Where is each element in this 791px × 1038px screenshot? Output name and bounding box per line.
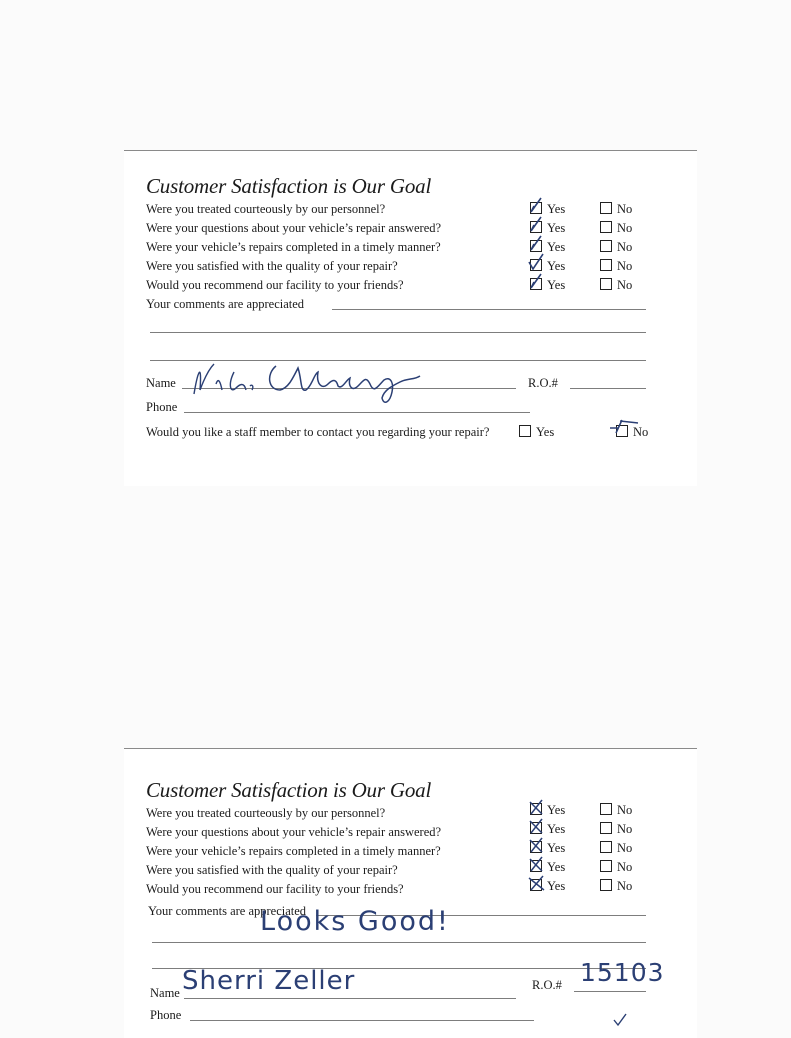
no-option-answered[interactable]	[600, 221, 632, 236]
contact-yes-label: Yes	[536, 425, 555, 439]
phone-label: Phone	[146, 400, 178, 414]
yes-checkbox[interactable]	[530, 240, 542, 252]
comments-line[interactable]	[332, 309, 646, 310]
no-label: No	[617, 278, 633, 292]
yes-label: Yes	[547, 841, 566, 855]
no-label: No	[617, 879, 633, 893]
yes-option-quality[interactable]	[530, 259, 565, 274]
no-checkbox[interactable]	[600, 822, 612, 834]
x-mark-icon	[528, 874, 548, 894]
name-handwriting: Sherri Zeller	[182, 966, 356, 996]
no-option-quality[interactable]	[600, 860, 632, 875]
checkmark-icon	[528, 216, 544, 234]
checkmark-icon	[612, 1014, 632, 1026]
no-checkbox[interactable]	[600, 879, 612, 891]
comments-label: Your comments are appreciated	[148, 904, 307, 918]
yes-option-quality[interactable]	[530, 860, 565, 875]
no-checkbox[interactable]	[600, 240, 612, 252]
contact-yes-option[interactable]	[519, 425, 554, 440]
no-label: No	[617, 841, 633, 855]
no-label: No	[617, 240, 633, 254]
comments-handwriting: Looks Good!	[260, 906, 450, 937]
yes-label: Yes	[547, 202, 566, 216]
no-label: No	[617, 221, 633, 235]
yes-checkbox[interactable]	[530, 822, 542, 834]
no-option-recommend[interactable]	[600, 879, 632, 894]
question-recommend: Would you recommend our facility to your friends?	[146, 882, 404, 896]
yes-option-answered[interactable]	[530, 822, 565, 837]
question-timely: Were your vehicle’s repairs completed in a timely manner?	[146, 844, 441, 858]
contact-question: Would you like a staff member to contact you regarding your repair?	[146, 425, 490, 439]
yes-checkbox[interactable]	[530, 278, 542, 290]
yes-option-courteous[interactable]	[530, 202, 565, 217]
yes-label: Yes	[547, 822, 566, 836]
question-recommend: Would you recommend our facility to your friends?	[146, 278, 404, 292]
yes-checkbox[interactable]	[530, 841, 542, 853]
no-checkbox[interactable]	[600, 259, 612, 271]
phone-line[interactable]	[190, 1020, 534, 1021]
yes-label: Yes	[547, 860, 566, 874]
yes-label: Yes	[547, 259, 566, 273]
comments-line[interactable]	[150, 332, 646, 333]
question-courteous: Were you treated courteously by our personnel?	[146, 806, 386, 820]
card-top-border	[124, 748, 697, 749]
question-quality: Were you satisfied with the quality of your repair?	[146, 259, 398, 273]
checkmark-icon	[614, 420, 640, 436]
yes-label: Yes	[547, 278, 566, 292]
ro-line[interactable]	[570, 388, 646, 389]
contact-no-checkbox[interactable]	[616, 425, 628, 437]
question-timely: Were your vehicle’s repairs completed in a timely manner?	[146, 240, 441, 254]
name-line[interactable]	[184, 998, 516, 999]
yes-option-recommend[interactable]	[530, 879, 565, 894]
ro-handwriting: 15103	[580, 958, 665, 987]
yes-option-recommend[interactable]	[530, 278, 565, 293]
no-checkbox[interactable]	[600, 803, 612, 815]
phone-line[interactable]	[184, 412, 530, 413]
yes-option-timely[interactable]	[530, 841, 565, 856]
yes-option-courteous[interactable]	[530, 803, 565, 818]
card-top-border	[124, 150, 697, 151]
checkmark-icon	[528, 235, 544, 253]
no-checkbox[interactable]	[600, 278, 612, 290]
contact-yes-checkbox[interactable]	[519, 425, 531, 437]
phone-label: Phone	[150, 1008, 182, 1022]
question-answered: Were your questions about your vehicle’s repair answered?	[146, 825, 442, 839]
card-title: Customer Satisfaction is Our Goal	[146, 778, 432, 802]
checkmark-icon	[528, 197, 544, 215]
survey-card-2	[124, 748, 697, 1038]
comments-line[interactable]	[152, 942, 646, 943]
no-option-recommend[interactable]	[600, 278, 632, 293]
no-label: No	[617, 803, 633, 817]
no-option-courteous[interactable]	[600, 202, 632, 217]
yes-checkbox[interactable]	[530, 221, 542, 233]
checkmark-icon	[528, 273, 544, 291]
x-mark-icon	[528, 817, 546, 837]
yes-label: Yes	[547, 879, 566, 893]
no-option-timely[interactable]	[600, 841, 632, 856]
question-answered: Were your questions about your vehicle’s repair answered?	[146, 221, 442, 235]
yes-checkbox[interactable]	[530, 202, 542, 214]
yes-label: Yes	[547, 803, 566, 817]
yes-checkbox[interactable]	[530, 803, 542, 815]
card-title: Customer Satisfaction is Our Goal	[146, 174, 432, 198]
name-label: Name	[150, 986, 180, 1000]
yes-checkbox[interactable]	[530, 259, 542, 271]
ro-line[interactable]	[574, 991, 646, 992]
x-mark-icon	[528, 798, 546, 818]
no-option-answered[interactable]	[600, 822, 632, 837]
signature-image	[188, 350, 448, 410]
no-checkbox[interactable]	[600, 202, 612, 214]
contact-no-label: No	[633, 425, 649, 439]
question-courteous: Were you treated courteously by our personnel?	[146, 202, 386, 216]
yes-label: Yes	[547, 221, 566, 235]
survey-card-1	[124, 150, 697, 486]
no-checkbox[interactable]	[600, 221, 612, 233]
yes-checkbox[interactable]	[530, 879, 542, 891]
comments-label: Your comments are appreciated	[146, 297, 305, 311]
no-option-courteous[interactable]	[600, 803, 632, 818]
no-checkbox[interactable]	[600, 841, 612, 853]
no-option-quality[interactable]	[600, 259, 632, 274]
no-label: No	[617, 822, 633, 836]
ro-label: R.O.#	[528, 376, 558, 390]
x-mark-icon	[528, 836, 546, 856]
ro-label: R.O.#	[532, 978, 562, 992]
name-label: Name	[146, 376, 176, 390]
no-checkbox[interactable]	[600, 860, 612, 872]
yes-checkbox[interactable]	[530, 860, 542, 872]
yes-option-answered[interactable]	[530, 221, 565, 236]
no-label: No	[617, 860, 633, 874]
no-label: No	[617, 202, 633, 216]
contact-no-option[interactable]	[616, 425, 648, 440]
yes-option-timely[interactable]	[530, 240, 565, 255]
checkmark-icon	[528, 254, 546, 272]
no-option-timely[interactable]	[600, 240, 632, 255]
x-mark-icon	[528, 855, 546, 875]
question-quality: Were you satisfied with the quality of your repair?	[146, 863, 398, 877]
yes-label: Yes	[547, 240, 566, 254]
no-label: No	[617, 259, 633, 273]
